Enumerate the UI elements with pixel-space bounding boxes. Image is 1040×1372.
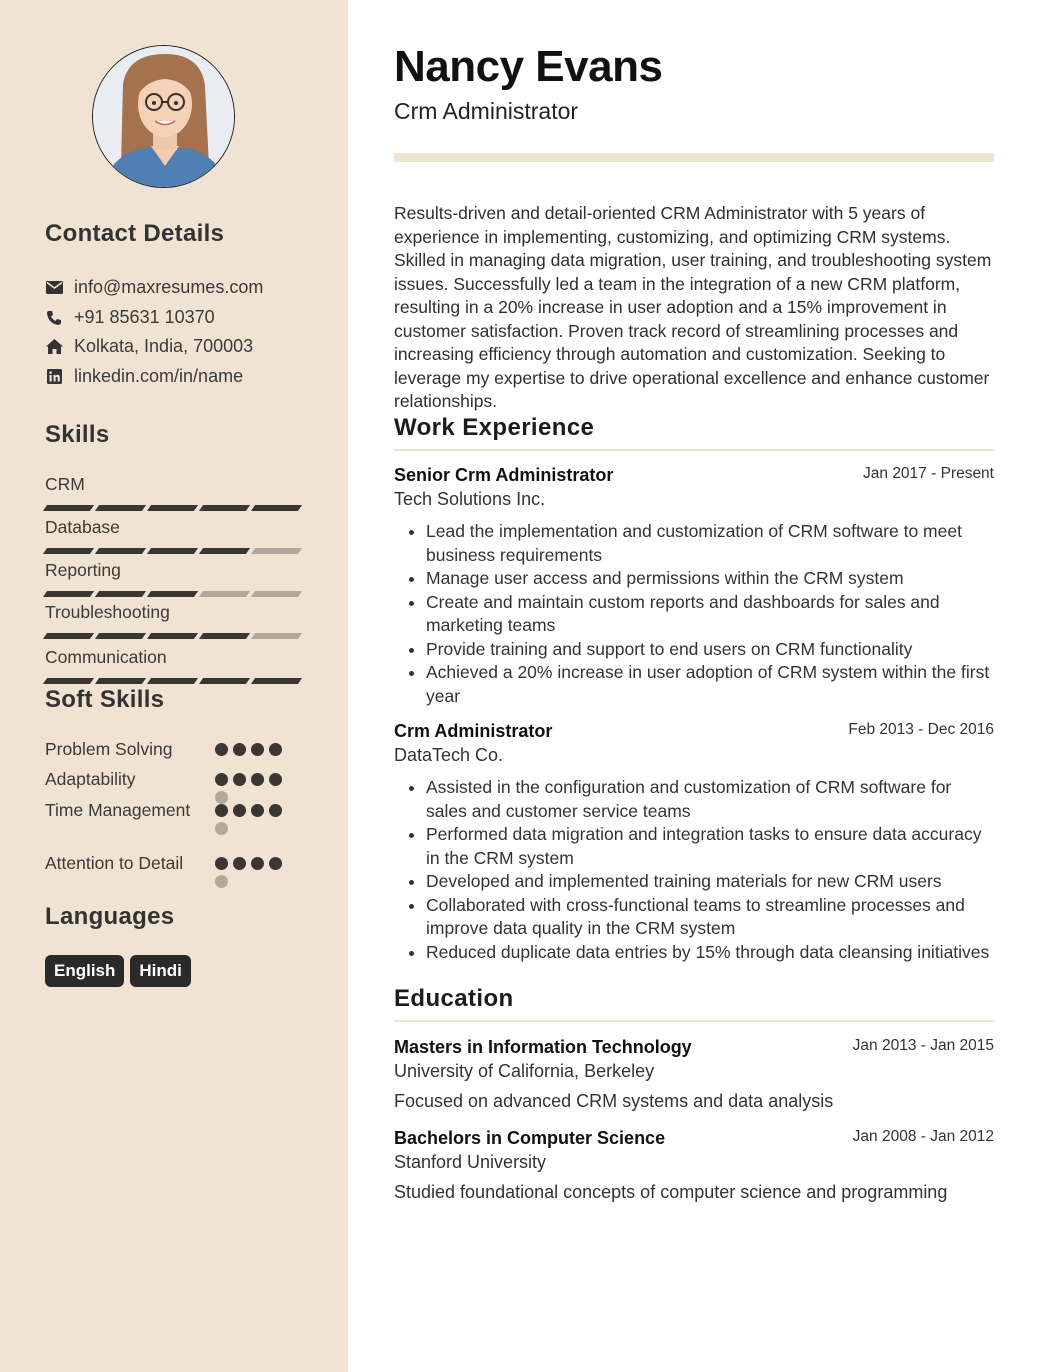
rating-dot	[251, 804, 264, 817]
profile-photo	[92, 45, 235, 188]
skill-label: Communication	[45, 647, 167, 667]
contact-email[interactable]	[45, 277, 263, 298]
rating-dot	[215, 804, 228, 817]
skill-level-segment	[199, 505, 250, 511]
skill-item	[45, 647, 301, 684]
skill-level-segment	[147, 633, 198, 639]
skill-level-bar	[45, 548, 301, 554]
job-role: Crm Administrator	[394, 721, 553, 741]
list-item: • Manage user access and permissions within the CRM system	[426, 567, 994, 591]
avatar-illustration	[93, 46, 235, 188]
job-company: DataTech Co.	[394, 745, 504, 765]
section-divider	[394, 449, 994, 451]
skill-level-bar	[45, 633, 301, 639]
list-item: • Reduced duplicate data entries by 15% through data cleansing initiatives	[426, 941, 994, 965]
rating-dot	[269, 804, 282, 817]
rating-dot	[233, 743, 246, 756]
language-badge: Hindi	[130, 955, 191, 987]
envelope-icon	[45, 279, 63, 297]
list-item: • Achieved a 20% increase in user adoption of CRM system within the first year	[426, 661, 994, 708]
rating-dot	[251, 743, 264, 756]
phone-icon	[45, 309, 63, 327]
rating-dot	[215, 773, 228, 786]
contact-address	[45, 336, 253, 357]
skill-level-segment	[199, 548, 250, 554]
education-entry	[394, 1128, 994, 1203]
skill-level-segment	[147, 548, 198, 554]
skill-item	[45, 517, 301, 554]
skill-level-segment	[95, 591, 146, 597]
job-bullets	[394, 520, 994, 708]
soft-skill-rating	[215, 857, 295, 888]
skill-level-segment	[199, 591, 250, 597]
summary-paragraph: Results-driven and detail-oriented CRM Administrator with 5 years of experience in implementing, customizing, and optimizing CRM systems. Skilled in managing data migration, user training, and troubleshooting system issues. Successfully led a team in the integration of a new CRM platform, resulting in a 20% increase in user adoption and a 15% improvement in customer satisfaction. Proven track record of streamlining processes and increasing efficiency through automation and customization. Seeking to leverage my expertise to drive operational excellence and enhance customer relationships.	[394, 203, 992, 411]
skill-item	[45, 560, 301, 597]
rating-dot	[233, 773, 246, 786]
rating-dot	[269, 857, 282, 870]
rating-dot	[251, 857, 264, 870]
skill-level-segment	[251, 633, 302, 639]
skill-level-bar	[45, 591, 301, 597]
education-description: Studied foundational concepts of computer science and programming	[394, 1182, 948, 1202]
linkedin-icon	[45, 368, 63, 386]
list-item: • Create and maintain custom reports and dashboards for sales and marketing teams	[426, 591, 994, 638]
rating-dot	[269, 743, 282, 756]
skill-item	[45, 474, 301, 511]
skill-level-segment	[43, 505, 94, 511]
education-dates: Jan 2013 - Jan 2015	[852, 1037, 994, 1054]
soft-skill-label: Attention to Detail	[45, 853, 184, 873]
languages-heading: Languages	[45, 903, 175, 930]
skill-level-segment	[147, 678, 198, 684]
skill-level-segment	[147, 505, 198, 511]
skill-level-segment	[43, 548, 94, 554]
list-item: • Developed and implemented training materials for new CRM users	[426, 870, 994, 894]
linkedin-text: linkedin.com/in/name	[74, 366, 244, 386]
skill-level-segment	[251, 505, 302, 511]
skill-label: Troubleshooting	[45, 602, 170, 622]
email-text: info@maxresumes.com	[74, 277, 264, 297]
job-role: Senior Crm Administrator	[394, 465, 614, 485]
contact-phone[interactable]	[45, 307, 215, 328]
soft-skill-rating	[215, 743, 295, 756]
soft-skills-heading: Soft Skills	[45, 686, 165, 713]
soft-skill-item	[45, 767, 305, 791]
school-name: University of California, Berkeley	[394, 1061, 655, 1081]
skill-level-segment	[147, 591, 198, 597]
rating-dot	[233, 804, 246, 817]
skill-item	[45, 602, 301, 639]
skill-level-bar	[45, 678, 301, 684]
rating-dot	[215, 743, 228, 756]
skills-heading: Skills	[45, 421, 110, 448]
soft-skill-label: Adaptability	[45, 769, 136, 789]
rating-dot	[215, 857, 228, 870]
skill-level-segment	[199, 633, 250, 639]
skill-level-segment	[43, 591, 94, 597]
skill-level-segment	[95, 548, 146, 554]
skill-level-bar	[45, 505, 301, 511]
skill-level-segment	[95, 505, 146, 511]
section-divider	[394, 1020, 994, 1022]
skill-level-segment	[199, 678, 250, 684]
list-item: • Lead the implementation and customization of CRM software to meet business requirements	[426, 520, 994, 567]
contact-heading: Contact Details	[45, 220, 225, 247]
candidate-name: Nancy Evans	[394, 42, 663, 91]
education-dates: Jan 2008 - Jan 2012	[852, 1128, 994, 1145]
skill-level-segment	[43, 678, 94, 684]
list-item: • Collaborated with cross-functional teams to streamline processes and improve data quality in the CRM system	[426, 894, 994, 941]
rating-dot	[233, 857, 246, 870]
skill-level-segment	[251, 678, 302, 684]
job-bullets	[394, 776, 994, 964]
phone-text: +91 85631 10370	[74, 307, 215, 327]
rating-dot	[215, 822, 228, 835]
language-badges	[45, 955, 191, 987]
candidate-title: Crm Administrator	[394, 98, 579, 124]
soft-skill-label: Problem Solving	[45, 739, 173, 759]
work-heading: Work Experience	[394, 414, 595, 441]
skill-level-segment	[95, 633, 146, 639]
header-accent-bar	[394, 153, 994, 162]
home-icon	[45, 338, 63, 356]
skill-level-segment	[43, 633, 94, 639]
skill-level-segment	[251, 548, 302, 554]
skill-label: Reporting	[45, 560, 121, 580]
skill-level-segment	[251, 591, 302, 597]
degree-title: Masters in Information Technology	[394, 1037, 692, 1057]
language-badge: English	[45, 955, 124, 987]
contact-linkedin[interactable]	[45, 366, 243, 387]
skill-level-segment	[95, 678, 146, 684]
education-description: Focused on advanced CRM systems and data analysis	[394, 1091, 834, 1111]
list-item: • Assisted in the configuration and customization of CRM software for sales and customer service teams	[426, 776, 994, 823]
job-dates: Feb 2013 - Dec 2016	[848, 721, 994, 738]
education-entry	[394, 1037, 994, 1112]
sidebar	[0, 0, 348, 1372]
address-text: Kolkata, India, 700003	[74, 336, 254, 356]
job-entry	[394, 465, 994, 708]
soft-skill-item	[45, 798, 305, 822]
rating-dot	[251, 773, 264, 786]
skill-label: CRM	[45, 474, 85, 494]
soft-skill-item	[45, 737, 305, 761]
skill-label: Database	[45, 517, 120, 537]
soft-skill-item	[45, 851, 305, 875]
rating-dot	[269, 773, 282, 786]
school-name: Stanford University	[394, 1152, 547, 1172]
job-dates: Jan 2017 - Present	[863, 465, 994, 482]
soft-skill-label: Time Management	[45, 800, 191, 820]
soft-skill-rating	[215, 804, 295, 835]
rating-dot	[215, 875, 228, 888]
degree-title: Bachelors in Computer Science	[394, 1128, 666, 1148]
list-item: • Performed data migration and integration tasks to ensure data accuracy in the CRM system	[426, 823, 994, 870]
list-item: • Provide training and support to end users on CRM functionality	[426, 638, 994, 662]
education-heading: Education	[394, 985, 514, 1012]
job-company: Tech Solutions Inc.	[394, 489, 546, 509]
job-entry	[394, 721, 994, 964]
main-content	[348, 0, 1040, 1372]
